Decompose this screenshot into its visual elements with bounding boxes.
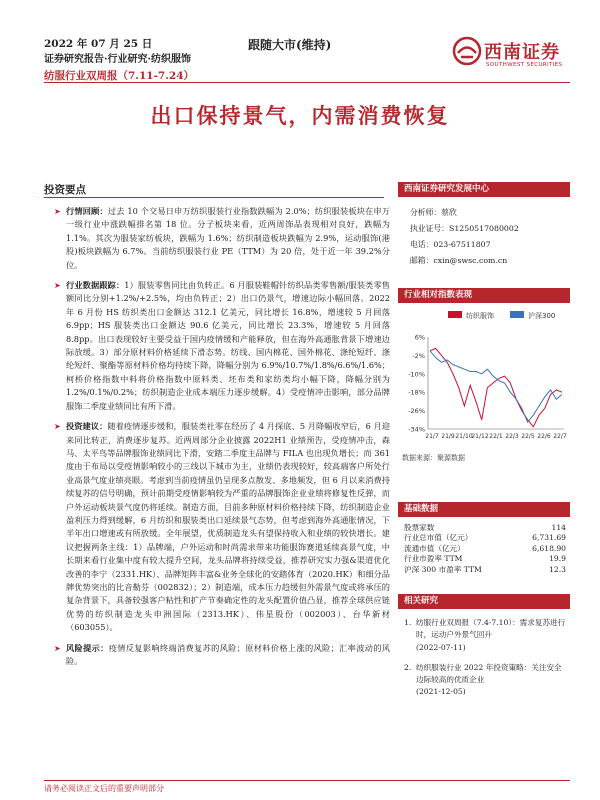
analyst-line: 电话：023-67511807 [410,240,491,249]
y-tick-label: -10% [408,370,425,379]
y-tick-label: -26% [408,407,425,416]
x-tick-label: 21/7 [425,433,439,440]
fund-label: 行业总市值（亿元） [404,533,473,543]
x-tick-label: 21/9 [441,433,455,440]
header-divider [44,82,570,83]
fund-value: 6,731.69 [532,533,566,543]
key-point-paragraph [54,205,390,272]
legend-label: 纺织服饰 [466,312,494,320]
related-title: 相关研究 [398,594,570,609]
related-date: (2022-07-11) [416,642,466,652]
fund-row [398,533,570,543]
x-tick-label: 22/6 [537,433,551,440]
fund-label: 股票家数 [404,523,435,532]
page-title: 出口保持景气，内需消费恢复 [150,103,450,128]
y-tick-label: 6% [414,333,425,342]
main-content [54,198,390,668]
x-tick-label: 22/3 [505,433,519,440]
related-number: 1. [404,618,412,627]
paragraph-text: 1）服装零售同比由负转正。6 月服装鞋帽针纺织品类零售额/服装类零售额同比分别+1.2%/+2.5%，均由负转正；2）出口仍景气，增速边际小幅回落。2022 年 6 月份 HS 纺织类出口金额达 312.1 亿美元，同比增长 16.8%，增速较 5 月回落 6.9pp；HS 服装类出口金额达 90.6 亿美元，同比增长 23.3%，增速较 5 月回落 8.8pp。出口表现较好主要受益于国内疫情缓和产能释放，但在海外高通胀背景下增速边际放缓。3）部分原材料价格延续下滑态势。纺线、国内棉花、国外棉花、涤纶短纤、涤纶短纤、聚酯等原材料价格均持续下降，降幅分别为 6.9%/10.7%/1.8%/6.6%/1.6%；柯桥价格指数中料将价格指数中原料类、坯布类和家纺类均小幅下降，降幅分别为 1.2%/0.1%/0.2%；纺织制造企业成本端压力逐步缓解。4）受疫情冲击影响，部分品牌服饰二季度业绩同比有所下滑。 [66,280,390,411]
y-tick-label: -2% [412,351,425,360]
related-text: 纺织服装行业 2022 年投资策略：关注安全边际较高的优质企业 [416,662,562,685]
x-tick-label: 21/12 [471,433,489,440]
related-date: (2021-12-05) [416,687,466,697]
chart-source: 数据来源：聚源数据 [402,454,465,462]
related-text: 纺服行业双周报（7.4-7.10）：需求复苏进行时，运动户外景气回升 [416,618,566,640]
footer-divider [44,780,570,781]
paragraph-lead: 投资建议： [66,421,108,432]
chart-panel [398,288,570,468]
company-logo [452,36,570,74]
paragraph-text: 随着疫情逐步缓和，服装类社零在经历了 4 月探底、5 月降幅收窄后，6 月迎来同比转正，消费逐步复苏。近两周部分企业披露 2022H1 业绩预告，受疫情冲击，森马、太平鸟等品牌服饰业绩同比下滑，安踏二季度主品牌与 FILA 也出现负增长；而 361 度由于布局以受疫情影响较小的三线以下城市为主，业绩仍表现较好，较高端客户所处行业高景气度业绩亮眼。考虑到当前疫情虽仍呈现多点散发、多地频发，但 6 月以来消费持续复苏的信号明确，预计前期受疫情影响较为严重的品牌服饰企业业绩将修复性反弹，而户外运动板块景气度仍将延续。制造方面，目前多种原材料价格持续下降，纺织制造企业盈利压力得到缓解，6 月纺织和服装类出口延续景气态势，但考虑到海外高通胀情况，下半年出口增速或有所放缓。全年展望，优质制造龙头有望保持收入和业绩的较快增长。建议把握两条主线：1）品牌端，户外运动和时尚需求带来功能服饰赛道延续高景气度，中长期来看行业集中度有较大提升空间，龙头品牌将持续受益，推荐研究实力强&渠道优化改善的李宁（2331.HK）、品牌矩阵丰富&业务全球化的安踏体育（2020.HK）和细分品牌优势突出的比音勒芬（002832）；2）制造端，成本压力趋缓但外需景气度或将承压的复杂背景下，具备较强客户粘性和扩产节奏确定性的龙头配置价值凸显，推荐全球供应链优势的纺织制造龙头申洲国际（2313.HK）、伟星股份（002003）、台华新材（603055）。 [66,421,390,633]
fund-row [398,554,570,564]
report-header [44,36,194,84]
fund-label: 沪深 300 市盈率 TTM [404,564,482,574]
key-point-paragraph [54,420,390,635]
legend-swatch [510,311,524,318]
x-tick-label: 22/1 [489,433,503,440]
related-list [398,617,570,699]
chart-title: 行业相对指数表现 [398,288,570,303]
legend-swatch [448,311,462,318]
paragraph-text: 过去 10 个交易日申万纺织服装行业指数跌幅为 2.0%；纺织服装板块在申万一级行业中涨跌幅排名第 18 位。分子板块来看，近两周饰品表现相对良好，跌幅为 1.1%。其次为服装家纺板块，跌幅为 1.6%；纺织制造板块跌幅为 2.9%，运动服饰(港股)板块跌幅为 6.7%。当前纺织服装行业 PE（TTM）为 20 倍，处于近一年 39.2%分位。 [66,206,390,270]
related-number: 2. [404,662,412,672]
bullet-arrow-icon: ➤ [54,642,61,653]
x-tick-label: 21/10 [455,433,473,440]
x-tick-label: 22/5 [521,433,535,440]
legend-label: 沪深300 [528,312,556,320]
fund-label: 流通市值（亿元） [404,543,465,553]
logo-name-en: SOUTHWEST SECURITIES [486,62,563,68]
key-point-paragraph [54,279,390,413]
paragraph-text: 疫情反复影响终端消费复苏的风险；原材料价格上涨的风险；汇率波动的风险。 [66,642,390,666]
y-tick-label: -18% [408,388,425,397]
fund-label: 行业市盈率 TTM [404,554,463,564]
related-item[interactable] [398,617,570,654]
report-category: 证券研究报告·行业研究·纺织服饰 [44,54,191,65]
analyst-line: 邮箱：cxin@swsc.com.cn [410,256,508,265]
bullet-arrow-icon: ➤ [54,421,61,432]
fund-value: 114 [551,523,566,532]
fund-value: 6,618.90 [532,543,566,553]
sidebar-fundamentals [398,502,570,575]
analyst-line: 执业证号：S1250517080002 [410,224,519,233]
sidebar-related [398,594,570,707]
logo-name-cn: 西南证券 [484,42,560,63]
bullet-arrow-icon: ➤ [54,280,61,291]
footer-disclaimer: 请务必阅读正文后的重要声明部分 [44,784,164,793]
fund-row [398,523,570,533]
report-date: 2022 年 07 月 25 日 [44,38,153,50]
fund-title: 基础数据 [398,502,570,517]
rating: 跟随大市(维持) [248,38,332,52]
fund-row [398,544,570,554]
key-point-paragraph [54,642,390,669]
fund-value: 19.9 [549,554,566,564]
analyst-line: 分析师：蔡欣 [410,208,457,217]
fund-table [398,523,570,575]
logo-mark-icon [452,36,482,66]
fund-row [398,565,570,575]
series-line [430,349,562,427]
paragraph-lead: 风险提示： [66,642,109,653]
relative-index-chart [398,307,570,457]
sidebar-research [398,182,570,269]
paragraph-lead: 行业数据跟踪： [66,280,125,291]
analyst-info [398,205,570,269]
research-title: 西南证券研究发展中心 [398,182,570,197]
bullet-arrow-icon: ➤ [54,206,61,216]
section-heading: 投资要点 [44,184,86,196]
related-item[interactable] [398,662,570,699]
paragraph-lead: 行情回顾： [66,206,108,216]
report-name: 纺服行业双周报（7.11-7.24） [44,70,195,82]
y-tick-label: -34% [408,425,425,434]
fund-value: 12.3 [549,564,566,574]
x-tick-label: 22/7 [553,433,567,440]
